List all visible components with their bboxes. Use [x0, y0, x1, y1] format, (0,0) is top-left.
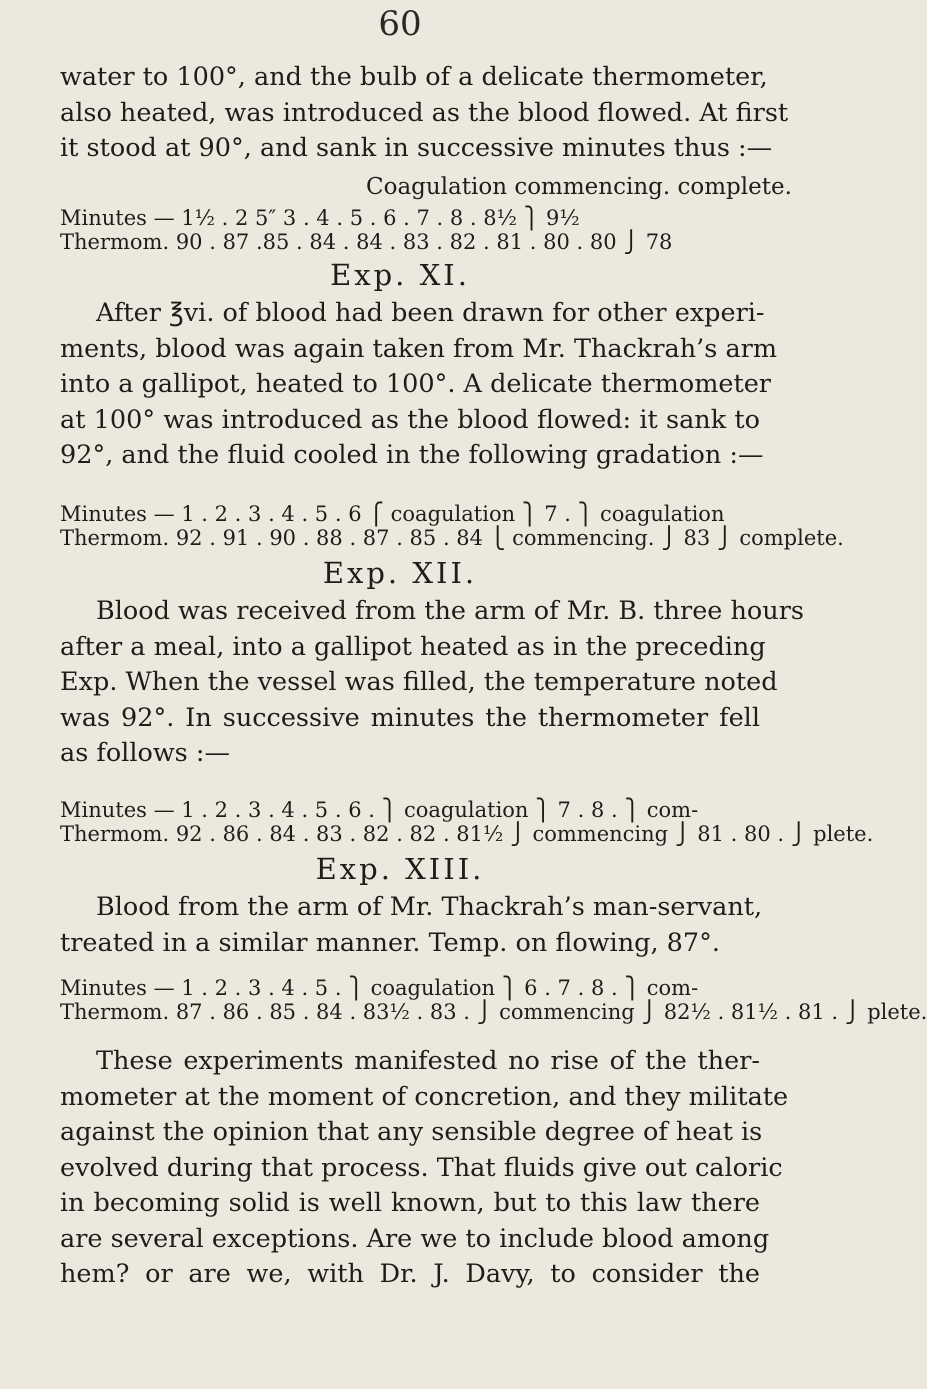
- table1-minutes-row: Minutes — 1½ . 2 5″ 3 . 4 . 5 . 6 . 7 . 8 . 8½ ⎫ 9½: [60, 206, 580, 230]
- conclusion-line: These experiments manifested no rise of the ther-: [96, 1046, 760, 1076]
- table1-caption: Coagulation commencing. complete.: [366, 174, 792, 200]
- exp12-line: as follows :—: [60, 738, 230, 768]
- exp12-heading: Exp. XII.: [322, 556, 478, 590]
- exp12-line: Exp. When the vessel was filled, the temperature noted: [60, 667, 778, 697]
- conclusion-line: are several exceptions. Are we to include blood among: [60, 1223, 770, 1254]
- exp12-line: was 92°. In successive minutes the thermometer fell: [60, 702, 760, 733]
- page-number: 60: [378, 4, 422, 44]
- exp11-heading: Exp. XI.: [330, 258, 470, 292]
- exp13-paragraph: [60, 890, 763, 961]
- exp12-minutes-row: Minutes — 1 . 2 . 3 . 4 . 5 . 6 . ⎫ coagulation ⎫ 7 . 8 . ⎫ com-: [60, 798, 699, 822]
- conclusion-paragraph: [60, 1044, 789, 1293]
- exp12-paragraph: [60, 594, 804, 772]
- intro-line: water to 100°, and the bulb of a delicate thermometer,: [60, 62, 768, 92]
- exp11-line: into a gallipot, heated to 100°. A delicate thermometer: [60, 369, 771, 399]
- conclusion-line: mometer at the moment of concretion, and they militate: [60, 1081, 789, 1112]
- table1-thermom-row: Thermom. 90 . 87 .85 . 84 . 84 . 83 . 82 . 81 . 80 . 80 ⎭ 78: [60, 230, 673, 254]
- exp13-heading: Exp. XIII.: [315, 852, 485, 886]
- exp12-line: Blood was received from the arm of Mr. B. three hours: [96, 596, 804, 626]
- exp11-line: ments, blood was again taken from Mr. Thackrah’s arm: [60, 333, 778, 364]
- exp13-thermom-row: Thermom. 87 . 86 . 85 . 84 . 83½ . 83 . ⎭ commencing ⎭ 82½ . 81½ . 81 . ⎭ plete.: [60, 1000, 927, 1024]
- intro-text: [60, 60, 789, 167]
- exp11-line: After ℥vi. of blood had been drawn for other experi-: [96, 298, 765, 328]
- intro-line: also heated, was introduced as the blood flowed. At first: [60, 97, 789, 128]
- exp12-line: after a meal, into a gallipot heated as in the preceding: [60, 631, 766, 662]
- conclusion-line: against the opinion that any sensible degree of heat is: [60, 1117, 763, 1147]
- conclusion-line: hem? or are we, with Dr. J. Davy, to consider the: [60, 1259, 760, 1289]
- exp11-paragraph: [60, 296, 778, 474]
- intro-line: it stood at 90°, and sank in successive minutes thus :—: [60, 133, 773, 163]
- exp11-line: 92°, and the fluid cooled in the following gradation :—: [60, 440, 764, 470]
- exp12-thermom-row: Thermom. 92 . 86 . 84 . 83 . 82 . 82 . 81½ ⎭ commencing ⎭ 81 . 80 . ⎭ plete.: [60, 822, 874, 846]
- conclusion-line: evolved during that process. That fluids give out caloric: [60, 1152, 783, 1183]
- conclusion-line: in becoming solid is well known, but to this law there: [60, 1188, 760, 1218]
- exp13-line: Blood from the arm of Mr. Thackrah’s man-servant,: [96, 892, 763, 922]
- exp13-line: treated in a similar manner. Temp. on flowing, 87°.: [60, 927, 720, 958]
- exp11-line: at 100° was introduced as the blood flowed: it sank to: [60, 404, 760, 435]
- exp11-thermom-row: Thermom. 92 . 91 . 90 . 88 . 87 . 85 . 84 ⎩ commencing. ⎭ 83 ⎭ complete.: [60, 526, 844, 550]
- exp11-minutes-row: Minutes — 1 . 2 . 3 . 4 . 5 . 6 ⎧ coagulation ⎫ 7 . ⎫ coagulation: [60, 502, 725, 526]
- exp13-minutes-row: Minutes — 1 . 2 . 3 . 4 . 5 . ⎫ coagulation ⎫ 6 . 7 . 8 . ⎫ com-: [60, 976, 699, 1000]
